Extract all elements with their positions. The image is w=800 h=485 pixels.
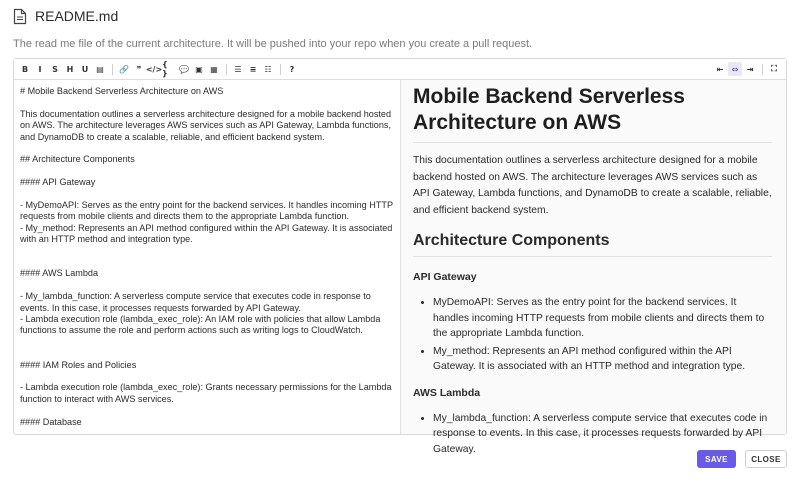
toolbar-separator (226, 64, 227, 75)
source-line (20, 371, 394, 382)
list-item: • My_method: Represents an API method configured within the API Gateway. It is associated with an HTTP method and integration type. (433, 344, 772, 375)
source-line (20, 337, 394, 348)
source-line: - Lambda execution role (lambda_exec_role): Grants necessary permissions for the Lambda (20, 382, 392, 393)
source-line (20, 143, 394, 154)
source-line (20, 348, 394, 359)
table-icon[interactable]: ▦ (210, 64, 218, 74)
toolbar-separator (762, 64, 763, 75)
file-title: README.md (35, 8, 119, 24)
toolbar-separator (280, 64, 281, 75)
markdown-source-pane[interactable] (14, 80, 401, 434)
list-item: • MyDemoAPI: Serves as the entry point for the backend services. It handles incoming HTTP requests from mobile clients and directs them to the appropriate Lambda function. (433, 295, 772, 342)
comment-icon[interactable]: 💬 (179, 64, 189, 74)
source-line: - My_method: Represents an API method configured within the API Gateway. It is associated (20, 222, 393, 233)
description-text: The read me file of the current architecture. It will be pushed into your repo when you create a pull request. (13, 38, 533, 50)
brackets-icon[interactable]: { } (162, 60, 168, 78)
source-line (20, 280, 394, 291)
editor-only-icon[interactable]: ⇤ (716, 64, 724, 74)
source-line: This documentation outlines a serverless architecture designed for a mobile backend hosted (20, 108, 392, 119)
preview-only-icon[interactable]: ⇥ (746, 64, 754, 74)
close-button[interactable]: CLOSE (745, 450, 787, 468)
source-line: with an HTTP method and integration type. (20, 234, 193, 245)
preview-api-gateway-heading: API Gateway (413, 271, 477, 283)
source-line: function to interact with AWS services. (20, 393, 174, 404)
source-line (20, 257, 394, 268)
underline-icon[interactable]: U (81, 64, 89, 74)
preview-intro: This documentation outlines a serverless architecture designed for a mobile backend hosted on AWS. The architecture leverages AWS services such as API Gateway, Lambda functions, and DynamoDB to create a scalable, reliable, and efficient backend system. (413, 155, 772, 216)
code-block-icon[interactable]: ▤ (96, 64, 104, 74)
preview-title: Mobile Backend Serverless Architecture on AWS (413, 84, 772, 143)
task-list-icon[interactable]: ☷ (264, 64, 272, 74)
heading-icon[interactable]: H (66, 64, 74, 74)
editor-toolbar (14, 59, 786, 80)
markdown-preview-pane (401, 80, 786, 455)
source-line: functions to assume the role and perform actions such as writing logs to CloudWatch. (20, 325, 363, 336)
file-text-icon (13, 8, 27, 25)
source-line: requests from mobile clients and directs them to the appropriate Lambda function. (20, 211, 350, 222)
source-line: #### IAM Roles and Policies (20, 359, 137, 370)
source-line (20, 405, 394, 416)
preview-section-heading: Architecture Components (413, 231, 772, 257)
italic-icon[interactable]: I (38, 64, 42, 74)
help-icon[interactable]: ? (289, 64, 295, 74)
preview-lambda-heading: AWS Lambda (413, 386, 481, 399)
split-view-icon[interactable]: ⇔ (728, 62, 742, 76)
source-line: - Lambda execution role (lambda_exec_role): An IAM role with policies that allow Lambda (20, 314, 381, 325)
fullscreen-icon[interactable]: ⛶ (771, 64, 777, 73)
unordered-list-icon[interactable]: ☰ (234, 64, 242, 74)
source-line: - My_lambda_function: A serverless compute service that executes code in response to (20, 291, 371, 302)
source-line: #### AWS Lambda (20, 268, 99, 279)
source-line: - MyDemoAPI: Serves as the entry point for the backend services. It handles incoming HTTP (20, 200, 394, 210)
ordered-list-icon[interactable]: ≡ (249, 64, 257, 74)
source-line: #### API Gateway (20, 177, 96, 188)
source-line (20, 97, 394, 108)
source-line (20, 246, 394, 257)
source-line: #### Database (20, 416, 82, 427)
code-icon[interactable]: </> (145, 64, 163, 74)
source-line: # Mobile Backend Serverless Architecture on AWS (20, 86, 224, 96)
save-button[interactable]: SAVE (697, 450, 736, 468)
markdown-editor (13, 58, 787, 455)
source-line: events. In this case, it processes requests forwarded by API Gateway. (20, 302, 301, 313)
source-line: ## Architecture Components (20, 154, 135, 165)
source-line (20, 189, 394, 200)
quote-icon[interactable]: ❞ (136, 64, 142, 74)
source-line (20, 166, 394, 177)
bold-icon[interactable]: B (21, 64, 29, 74)
source-line: and DynamoDB to create a scalable, reliable, and efficient backend system. (20, 131, 325, 142)
list-item: • My_lambda_function: A serverless compute service that executes code in response to events. In this case, it processes requests forwarded by API Gateway. (433, 411, 772, 458)
link-icon[interactable]: 🔗 (119, 64, 129, 74)
source-line: on AWS. The architecture leverages AWS services such as API Gateway, Lambda functions, (20, 120, 391, 131)
strikethrough-icon[interactable]: S (52, 64, 58, 74)
toolbar-separator (112, 64, 113, 75)
image-icon[interactable]: ▣ (195, 64, 203, 74)
file-header (13, 6, 118, 26)
api-gateway-list (433, 295, 772, 375)
